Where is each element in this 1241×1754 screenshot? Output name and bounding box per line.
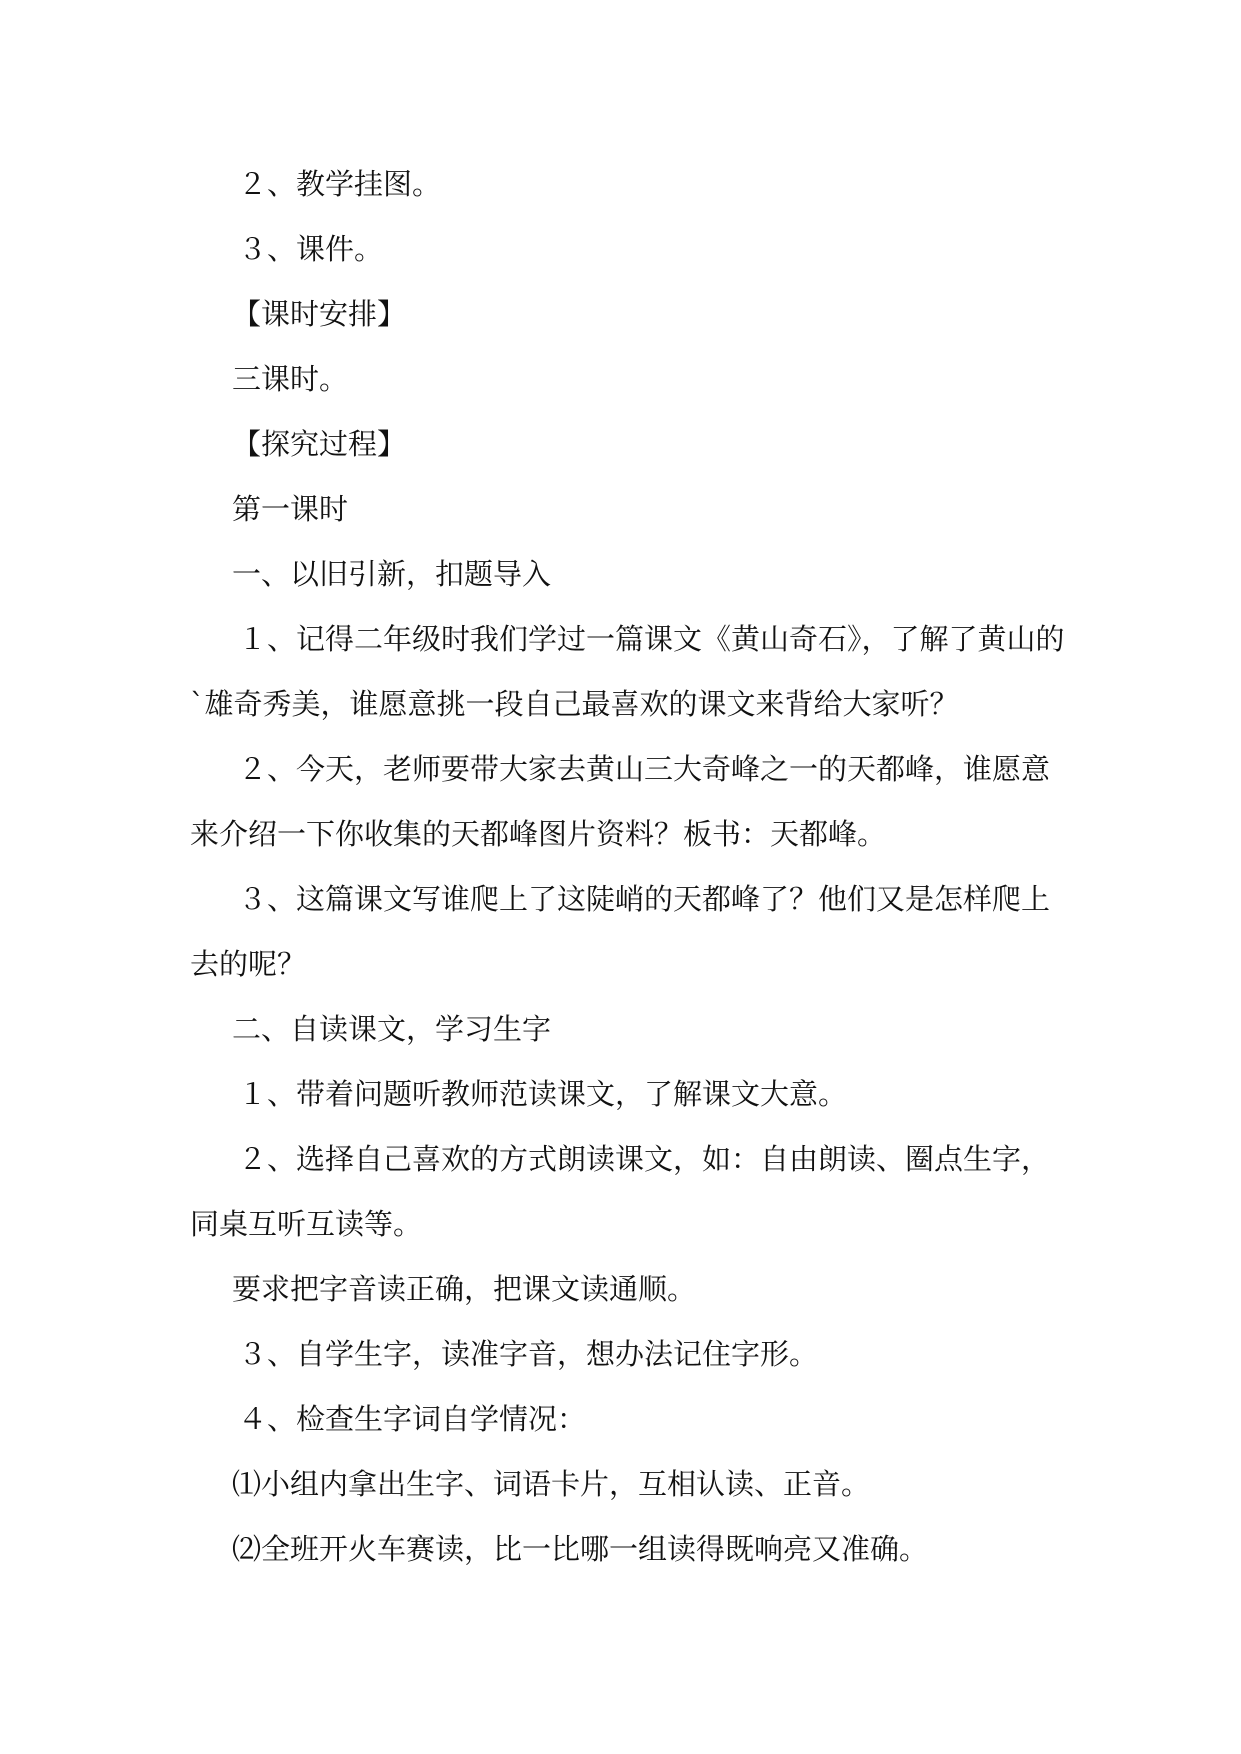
text-line: 三课时。 <box>232 362 349 396</box>
text-line: ４、检查生字词自学情况： <box>238 1402 587 1436</box>
subsection-heading: 一、以旧引新，扣题导入 <box>232 557 552 591</box>
text-line: ２、选择自己喜欢的方式朗读课文，如：自由朗读、圈点生字， <box>238 1142 1051 1176</box>
text-line: １、带着问题听教师范读课文，了解课文大意。 <box>238 1077 848 1111</box>
text-line: ３、自学生字，读准字音，想办法记住字形。 <box>238 1337 819 1371</box>
text-line: `雄奇秀美，谁愿意挑一段自己最喜欢的课文来背给大家听？ <box>190 687 959 721</box>
text-line: ⑴小组内拿出生字、词语卡片，互相认读、正音。 <box>232 1467 871 1501</box>
text-line: 要求把字音读正确，把课文读通顺。 <box>232 1272 697 1306</box>
text-line: 来介绍一下你收集的天都峰图片资料？板书：天都峰。 <box>190 817 887 851</box>
section-heading: 【课时安排】 <box>232 297 407 331</box>
text-line: 去的呢？ <box>190 947 307 981</box>
text-line: ３、课件。 <box>238 232 384 266</box>
text-line: 同桌互听互读等。 <box>190 1207 423 1241</box>
section-heading: 【探究过程】 <box>232 427 407 461</box>
text-line: １、记得二年级时我们学过一篇课文《黄山奇石》，了解了黄山的 <box>238 622 1065 656</box>
text-line: ３、这篇课文写谁爬上了这陡峭的天都峰了？他们又是怎样爬上 <box>238 882 1051 916</box>
text-line: ２、教学挂图。 <box>238 167 442 201</box>
text-line: ２、今天，老师要带大家去黄山三大奇峰之一的天都峰，谁愿意 <box>238 752 1051 786</box>
text-line: ⑵全班开火车赛读，比一比哪一组读得既响亮又准确。 <box>232 1532 929 1566</box>
subsection-heading: 二、自读课文，学习生字 <box>232 1012 552 1046</box>
subsection-heading: 第一课时 <box>232 492 349 526</box>
